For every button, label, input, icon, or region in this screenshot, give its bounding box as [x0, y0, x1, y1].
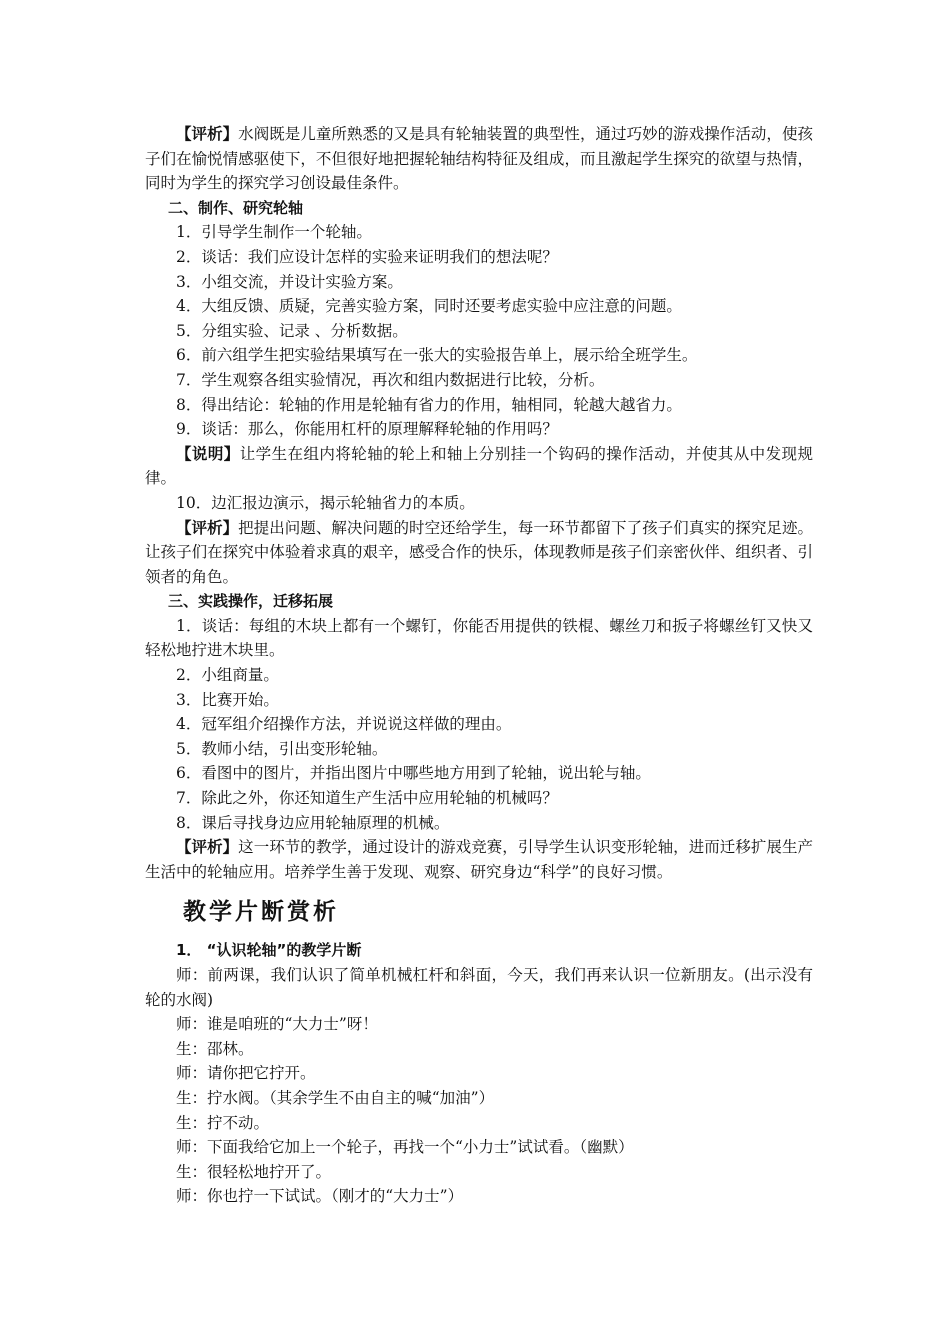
- commentary-paragraph: [145, 835, 813, 884]
- fragment-heading: 1． “认识轮轴”的教学片断: [176, 941, 362, 960]
- note-paragraph: [145, 442, 813, 491]
- list-item: 9．谈话：那么，你能用杠杆的原理解释轮轴的作用吗？: [176, 420, 558, 439]
- dialogue-line: 生：拧不动。: [176, 1113, 270, 1132]
- commentary-text: 这一环节的教学，通过设计的游戏竞赛，引导学生认识变形轮轴，进而迁移扩展生产生活中的轮轴应用。培养学生善于发现、观察、研究身边“科学”的良好习惯。: [145, 838, 813, 881]
- dialogue-line: 师：请你把它拧开。: [176, 1064, 316, 1083]
- dialogue-line: 师：谁是咱班的“大力士”呀！: [176, 1015, 378, 1034]
- list-item: 2．小组商量。: [176, 666, 279, 685]
- dialogue-line: 生：邵林。: [176, 1039, 254, 1058]
- document-body: [145, 122, 813, 1209]
- list-item: 1．引导学生制作一个轮轴。: [176, 223, 372, 242]
- list-item: 4．大组反馈、质疑，完善实验方案，同时还要考虑实验中应注意的问题。: [176, 297, 682, 316]
- list-item: 2．谈话：我们应设计怎样的实验来证明我们的想法呢？: [176, 247, 558, 266]
- list-item: 7．除此之外，你还知道生产生活中应用轮轴的机械吗？: [176, 789, 558, 808]
- dialogue-line: 生：拧水阀。（其余学生不由自主的喊“加油”）: [176, 1088, 495, 1107]
- commentary-paragraph: [145, 516, 813, 590]
- section-heading-2: 二、制作、研究轮轴: [168, 198, 304, 217]
- list-item: 6．前六组学生把实验结果填写在一张大的实验报告单上，展示给全班学生。: [176, 346, 698, 365]
- commentary-text: 水阀既是儿童所熟悉的又是具有轮轴装置的典型性，通过巧妙的游戏操作活动，使孩子们在愉悦情感驱使下，不但很好地把握轮轴结构特征及组成，而且激起学生探究的欲望与热情，同时为学生的探究学习创设最佳条件。: [145, 125, 813, 193]
- list-item: 5．教师小结，引出变形轮轴。: [176, 739, 388, 758]
- list-item: 8．课后寻找身边应用轮轴原理的机械。: [176, 813, 450, 832]
- list-item: 7．学生观察各组实验情况，再次和组内数据进行比较，分析。: [176, 370, 605, 389]
- list-item: 10．边汇报边演示，揭示轮轴省力的本质。: [176, 493, 475, 512]
- section-heading-3: 三、实践操作，迁移拓展: [168, 592, 334, 611]
- dialogue-line: 师：前两课，我们认识了简单机械杠杆和斜面，今天，我们再来认识一位新朋友。(出示没有轮的水阀): [145, 966, 813, 1009]
- note-text: 让学生在组内将轮轴的轮上和轴上分别挂一个钩码的操作活动，并使其从中发现规律。: [145, 444, 813, 488]
- section-title: 教学片断赏析: [183, 899, 339, 926]
- commentary-text: 把提出问题、解决问题的时空还给学生，每一环节都留下了孩子们真实的探究足迹。让孩子们在探究中体验着求真的艰辛，感受合作的快乐，体现教师是孩子们亲密伙伴、组织者、引领者的角色。: [145, 518, 813, 586]
- dialogue-line: 师：下面我给它加上一个轮子，再找一个“小力士”试试看。（幽默）: [176, 1138, 634, 1157]
- commentary-paragraph: [145, 122, 813, 196]
- note-tag: 【说明】: [176, 443, 240, 463]
- commentary-tag: 【评析】: [176, 517, 239, 537]
- commentary-tag: 【评析】: [176, 837, 239, 857]
- list-item: 3．比赛开始。: [176, 690, 279, 709]
- dialogue-line: 生：很轻松地拧开了。: [176, 1162, 332, 1181]
- list-item: 6．看图中的图片，并指出图片中哪些地方用到了轮轴，说出轮与轴。: [176, 764, 651, 783]
- commentary-tag: 【评析】: [176, 124, 239, 143]
- list-item: 8．得出结论：轮轴的作用是轮轴有省力的作用，轴相同，轮越大越省力。: [176, 395, 682, 414]
- list-item: 5．分组实验、记录 、分析数据。: [176, 321, 408, 340]
- list-item: 1．谈话：每组的木块上都有一个螺钉，你能否用提供的铁棍、螺丝刀和扳子将螺丝钉又快又轻松地拧进木块里。: [145, 616, 813, 660]
- dialogue-line: 师：你也拧一下试试。（刚才的“大力士”）: [176, 1187, 464, 1206]
- list-item: 4．冠军组介绍操作方法，并说说这样做的理由。: [176, 715, 512, 734]
- list-item: 3．小组交流，并设计实验方案。: [176, 272, 403, 291]
